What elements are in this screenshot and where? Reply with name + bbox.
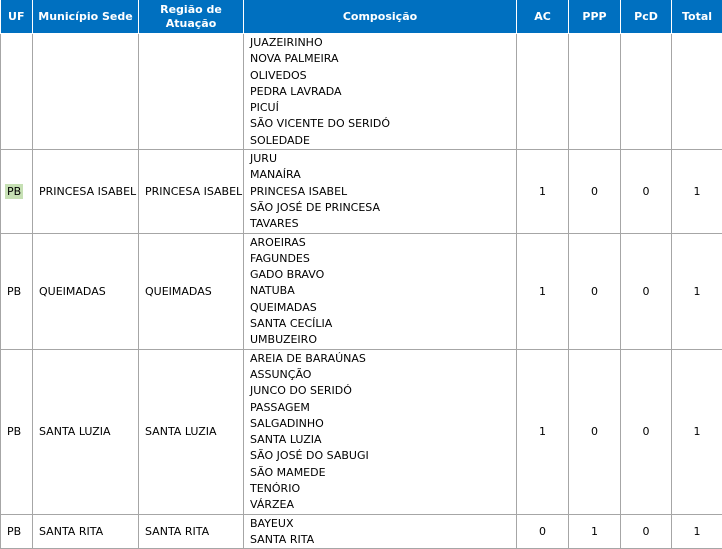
cell-ac: 0	[517, 514, 569, 549]
cell-pcd: 0	[621, 514, 672, 549]
composicao-item: SÃO JOSÉ DE PRINCESA	[250, 200, 516, 216]
composicao-item: SALGADINHO	[250, 416, 516, 432]
cell-total: 1	[672, 514, 722, 549]
cell-pcd: 0	[621, 150, 672, 233]
cell-municipio-sede: QUEIMADAS	[33, 233, 139, 349]
cell-ac: 1	[517, 233, 569, 349]
cell-regiao: PRINCESA ISABEL	[139, 150, 244, 233]
composicao-item: SANTA CECÍLIA	[250, 316, 516, 332]
cell-ppp: 0	[569, 150, 621, 233]
composicao-item: SANTA LUZIA	[250, 432, 516, 448]
composicao-item: JUAZEIRINHO	[250, 35, 516, 51]
header-uf: UF	[1, 0, 33, 34]
composicao-item: PRINCESA ISABEL	[250, 184, 516, 200]
cell-composicao	[244, 233, 517, 349]
composicao-item: OLIVEDOS	[250, 68, 516, 84]
table-row	[1, 34, 722, 150]
header-composicao: Composição	[244, 0, 517, 34]
header-municipio-sede: Município Sede	[33, 0, 139, 34]
table-row	[1, 349, 722, 514]
composicao-item: NATUBA	[250, 283, 516, 299]
composicao-item: AREIA DE BARAÚNAS	[250, 351, 516, 367]
cell-municipio-sede: SANTA LUZIA	[33, 349, 139, 514]
header-ac: AC	[517, 0, 569, 34]
composicao-item: BAYEUX	[250, 516, 516, 532]
composicao-item: TAVARES	[250, 216, 516, 232]
cell-composicao	[244, 349, 517, 514]
composicao-item: FAGUNDES	[250, 251, 516, 267]
composicao-item: GADO BRAVO	[250, 267, 516, 283]
cell-uf: PB	[1, 233, 33, 349]
composicao-item: SANTA RITA	[250, 532, 516, 548]
table-header-row	[1, 0, 722, 34]
cell-ac: 1	[517, 150, 569, 233]
cell-composicao	[244, 34, 517, 150]
cell-pcd: 0	[621, 233, 672, 349]
table-row	[1, 514, 722, 549]
cell-total: 1	[672, 233, 722, 349]
cell-uf-highlighted: PB	[5, 184, 23, 199]
composicao-item: UMBUZEIRO	[250, 332, 516, 348]
composicao-item: SÃO JOSÉ DO SABUGI	[250, 448, 516, 464]
composicao-item: JURU	[250, 151, 516, 167]
cell-ac	[517, 34, 569, 150]
composicao-item: ASSUNÇÃO	[250, 367, 516, 383]
composicao-item: SOLEDADE	[250, 133, 516, 149]
cell-ppp	[569, 34, 621, 150]
header-total: Total	[672, 0, 722, 34]
cell-total	[672, 34, 722, 150]
cell-uf: PB	[1, 349, 33, 514]
cell-ppp: 1	[569, 514, 621, 549]
composicao-item: JUNCO DO SERIDÓ	[250, 383, 516, 399]
cell-municipio-sede: PRINCESA ISABEL	[33, 150, 139, 233]
cell-municipio-sede	[33, 34, 139, 150]
cell-uf: PB	[1, 514, 33, 549]
cell-ppp: 0	[569, 349, 621, 514]
cell-regiao	[139, 34, 244, 150]
cell-total: 1	[672, 349, 722, 514]
cell-pcd: 0	[621, 349, 672, 514]
composicao-item: AROEIRAS	[250, 235, 516, 251]
composicao-item: SÃO VICENTE DO SERIDÓ	[250, 116, 516, 132]
table-row	[1, 233, 722, 349]
cell-regiao: QUEIMADAS	[139, 233, 244, 349]
header-ppp: PPP	[569, 0, 621, 34]
cell-uf	[1, 150, 33, 233]
composicao-item: SÃO MAMEDE	[250, 465, 516, 481]
composicao-item: PASSAGEM	[250, 400, 516, 416]
cell-ac: 1	[517, 349, 569, 514]
cell-composicao	[244, 150, 517, 233]
cell-municipio-sede: SANTA RITA	[33, 514, 139, 549]
cell-composicao	[244, 514, 517, 549]
cell-total: 1	[672, 150, 722, 233]
cell-regiao: SANTA RITA	[139, 514, 244, 549]
header-regiao-de-atuacao: Região de Atuação	[139, 0, 244, 34]
header-pcd: PcD	[621, 0, 672, 34]
composicao-item: NOVA PALMEIRA	[250, 51, 516, 67]
cell-ppp: 0	[569, 233, 621, 349]
composicao-item: VÁRZEA	[250, 497, 516, 513]
cell-uf	[1, 34, 33, 150]
cell-regiao: SANTA LUZIA	[139, 349, 244, 514]
composicao-item: QUEIMADAS	[250, 300, 516, 316]
composicao-item: PEDRA LAVRADA	[250, 84, 516, 100]
table-row	[1, 150, 722, 233]
composicao-item: PICUÍ	[250, 100, 516, 116]
cell-pcd	[621, 34, 672, 150]
composicao-item: MANAÍRA	[250, 167, 516, 183]
composicao-item: TENÓRIO	[250, 481, 516, 497]
